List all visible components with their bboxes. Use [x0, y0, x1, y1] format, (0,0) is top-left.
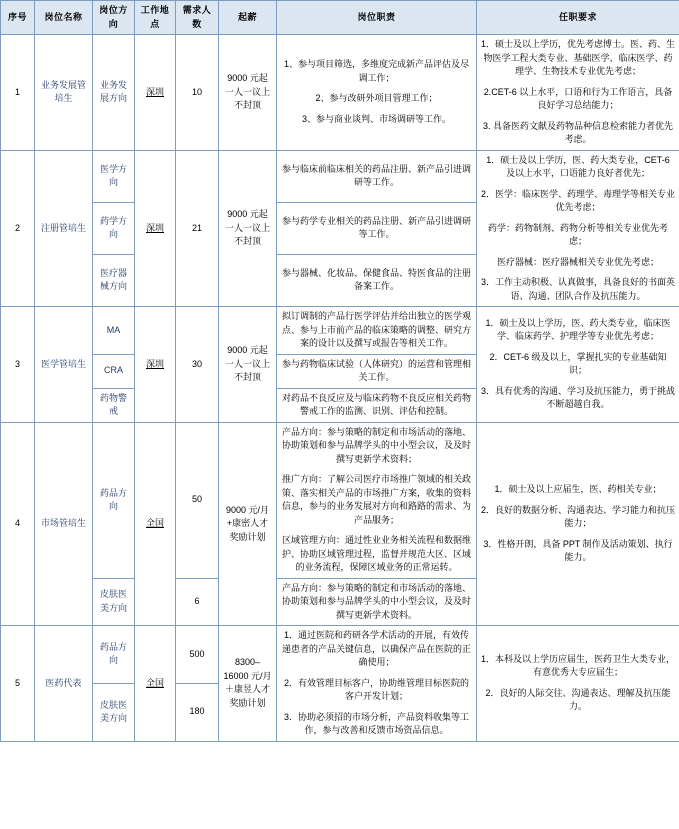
job-direction: 药品方向	[93, 422, 135, 578]
table-row	[1, 150, 679, 202]
headcount: 50	[176, 422, 219, 578]
headcount: 6	[176, 578, 219, 626]
job-requirements: 1．硕士及以上学历，医、药大类专业，CET-6 及以上水平，口语能力良好者优先； 2．医学：临床医学、药理学、毒理学等相关专业优先考虑； 药学：药物制剂、药物分析等相关专业优先考虑； 医疗器械：医疗器械相关专业优先考虑； 3．工作主动积极、认真做事，具备良好的书面英语、沟通、团队合作及抗压能力。	[477, 150, 679, 307]
job-duties: 参与临床前临床相关的药品注册、新产品引进调研等工作。	[277, 150, 477, 202]
row-index: 5	[1, 626, 35, 742]
job-duties: 产品方向：参与策略的制定和市场活动的落地、协助策划和参与品牌学头的中小型会议，及及时撰写更新学术资料。	[277, 578, 477, 626]
job-duties: 参与药学专业相关的药品注册、新产品引进调研等工作。	[277, 202, 477, 254]
job-direction: MA	[93, 307, 135, 355]
column-header-location: 工作地点	[135, 1, 176, 35]
job-duties: 参与器械、化妆品、保健食品、特医食品的注册备案工作。	[277, 254, 477, 306]
headcount: 30	[176, 307, 219, 423]
job-name: 注册管培生	[35, 150, 93, 307]
starting-salary: 9000 元起一人一议上不封顶	[219, 35, 277, 151]
job-name: 医学管培生	[35, 307, 93, 423]
job-requirements: 1．硕士及以上应届生，医、药相关专业； 2．良好的数据分析、沟通表达、学习能力和抗压能力； 3．性格开朗，具备 PPT 制作及活动策划、执行能力。	[477, 422, 679, 626]
starting-salary: 9000 元起一人一议上不封顶	[219, 307, 277, 423]
job-requirements: 1．硕士及以上学历，医、药大类专业，临床医学、临床药学、护理学等专业优先考虑； 2．CET-6 级及以上，掌握扎实的专业基础知识； 3．具有优秀的沟通、学习及抗压能力，勇于挑战不断超越自我。	[477, 307, 679, 423]
headcount: 21	[176, 150, 219, 307]
job-duties: 1、参与项目筛选，多维度完成新产品评估及尽调工作； 2、参与改研外项目管理工作； 3、参与商业谈判、市场调研等工作。	[277, 35, 477, 151]
column-header-index: 序号	[1, 1, 35, 35]
table-header-row	[1, 1, 679, 35]
work-location: 深圳	[135, 35, 176, 151]
column-header-duties: 岗位职责	[277, 1, 477, 35]
job-duties: 对药品不良反应及与临床药物不良反应相关药物警戒工作的监测、识别、评估和控制。	[277, 388, 477, 422]
work-location: 深圳	[135, 150, 176, 307]
job-name: 医药代表	[35, 626, 93, 742]
table-header	[1, 1, 679, 35]
job-direction: 药学方向	[93, 202, 135, 254]
job-direction: 业务发展方向	[93, 35, 135, 151]
job-duties: 拟订调制的产品行医学评估并给出独立的医学观点、参与上市前产品的临床策略的调整、研究方案的设计以及撰写或报告等相关工作。	[277, 307, 477, 355]
job-direction: 皮肤医美方向	[93, 683, 135, 741]
job-direction: 医学方向	[93, 150, 135, 202]
work-location: 全国	[135, 422, 176, 626]
row-index: 4	[1, 422, 35, 626]
job-direction: 皮肤医美方向	[93, 578, 135, 626]
job-direction: CRA	[93, 354, 135, 388]
job-direction: 医疗器械方向	[93, 254, 135, 306]
job-duties: 参与药物临床试验（人体研究）的运营和管理相关工作。	[277, 354, 477, 388]
row-index: 1	[1, 35, 35, 151]
table-body	[1, 35, 679, 742]
job-requirements: 1．本科及以上学历应届生，医药卫生大类专业，有意优秀大专应届生； 2．良好的人际交往、沟通表达、理解及抗压能力。	[477, 626, 679, 742]
table-row	[1, 422, 679, 578]
row-index: 3	[1, 307, 35, 423]
column-header-headcount: 需求人数	[176, 1, 219, 35]
starting-salary: 9000 元起一人一议上不封顶	[219, 150, 277, 307]
job-direction: 药物警戒	[93, 388, 135, 422]
job-name: 业务发展管培生	[35, 35, 93, 151]
table-row	[1, 35, 679, 151]
starting-salary: 9000 元/月+康密人才奖励计划	[219, 422, 277, 626]
job-name: 市场管培生	[35, 422, 93, 626]
column-header-direction: 岗位方向	[93, 1, 135, 35]
table-row	[1, 626, 679, 684]
headcount: 10	[176, 35, 219, 151]
job-requirements: 1．硕士及以上学历，优先考虑博士。医、药、生物医学工程大类专业、基础医学、临床医学、药理学、生物技术专业优先考虑； 2.CET-6 以上水平，口语和行为工作语言，具备良好学习总结能力； 3. 具备医药文献及药物品种信息检索能力者优先考虑。	[477, 35, 679, 151]
job-duties: 1．通过医院和药研各学术活动的开展，有效传递患者的产品关键信息，以确保产品在医院的正确使用； 2．有效管理目标客户，协助维管理目标医院的客户开发计划； 3．协助必须招的市场分析，产品资料收集等工作，参与改善和反馈市场资品信息。	[277, 626, 477, 742]
job-duties: 产品方向：参与策略的制定和市场活动的落地、协助策划和参与品牌学头的中小型会议，及及时撰写更新学术资料； 推广方向：了解公司医疗市场推广领域的相关政策、落实相关产品的市场推广方案，收集的资料信息，参与的业务发展对方向和路路的需求、为产品服务； 区域管理方向：通过性业业务相关流程和数据维护、协助区域管理过程，监督并规范大区、区域的业务流程，保障区域业务的正常运转。	[277, 422, 477, 578]
headcount: 180	[176, 683, 219, 741]
headcount: 500	[176, 626, 219, 684]
work-location: 全国	[135, 626, 176, 742]
column-header-requirements: 任职要求	[477, 1, 679, 35]
column-header-job-name: 岗位名称	[35, 1, 93, 35]
starting-salary: 8300–16000 元/月＋康昱人才奖励计划	[219, 626, 277, 742]
row-index: 2	[1, 150, 35, 307]
work-location: 深圳	[135, 307, 176, 423]
job-direction: 药品方向	[93, 626, 135, 684]
table-row	[1, 307, 679, 355]
column-header-salary: 起薪	[219, 1, 277, 35]
